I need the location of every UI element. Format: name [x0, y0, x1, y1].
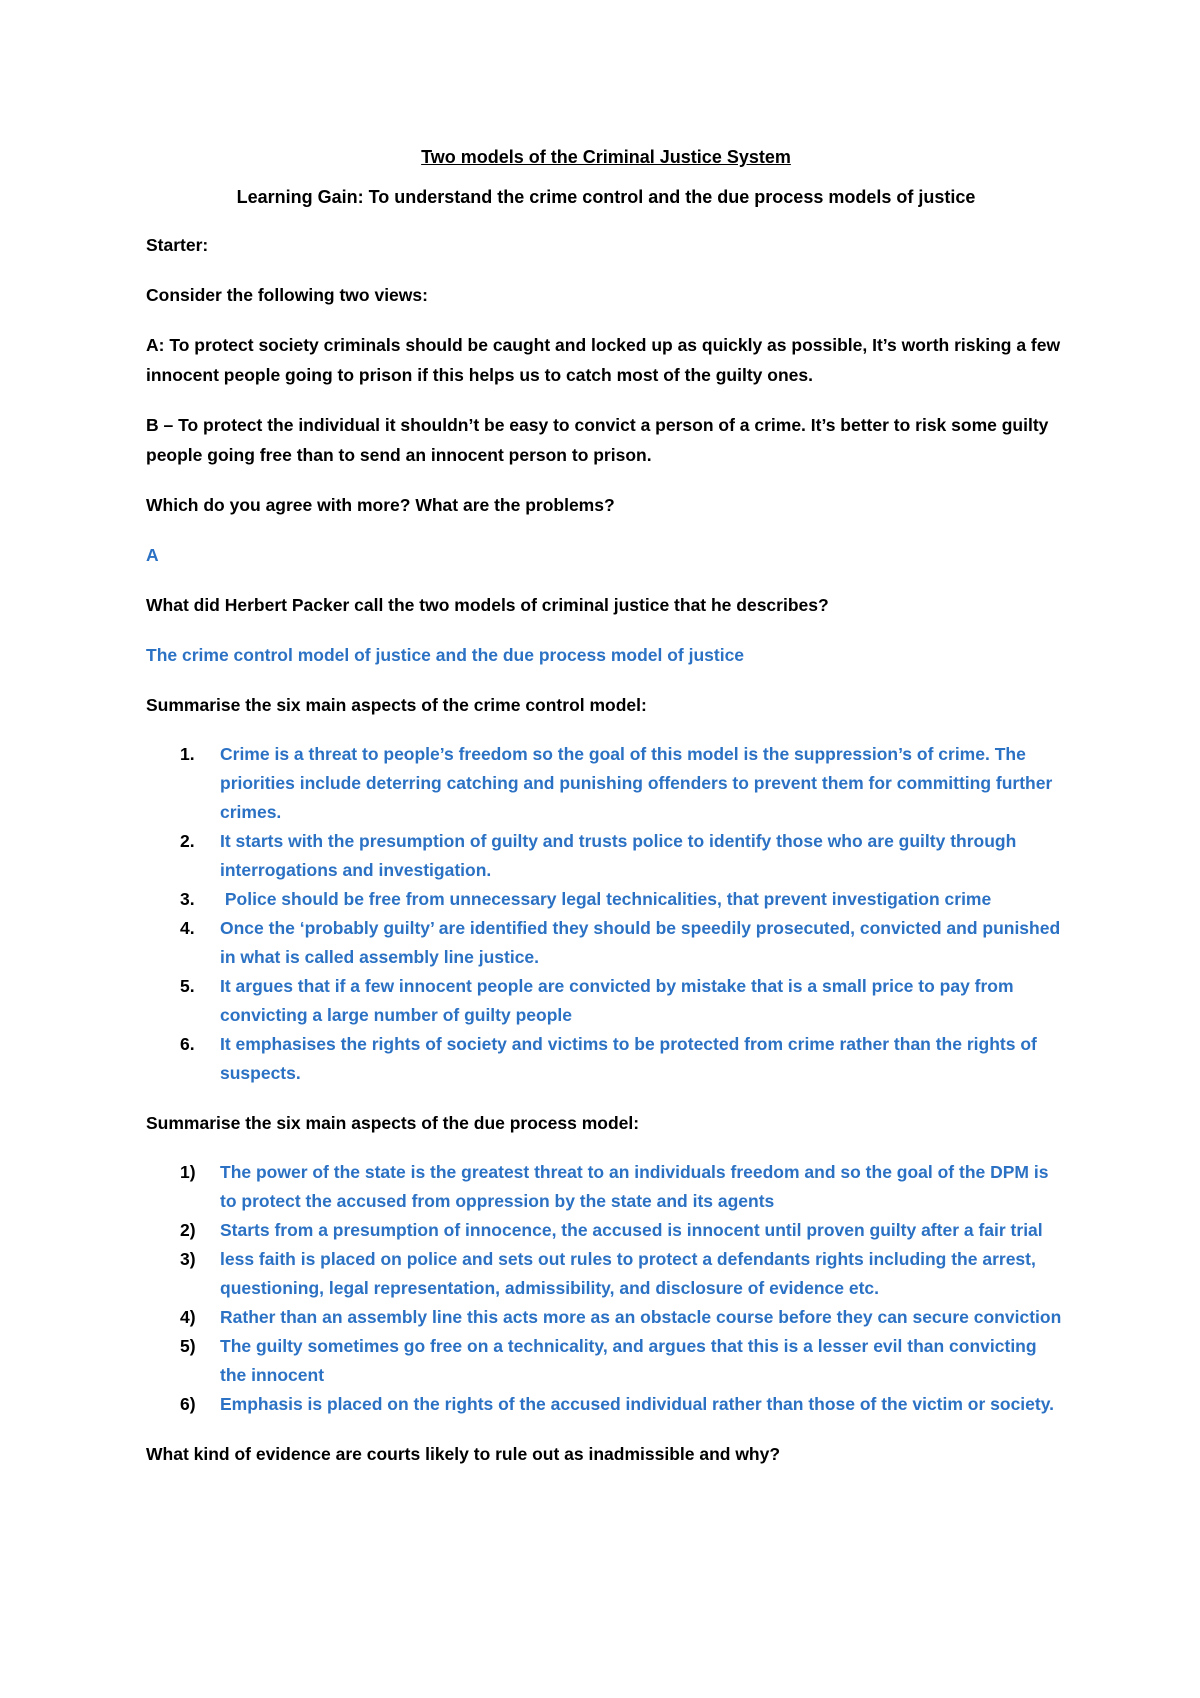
list-text: The guilty sometimes go free on a technicality, and argues that this is a lesser evil than convicting the innocent: [220, 1336, 1037, 1385]
list-text: Emphasis is placed on the rights of the accused individual rather than those of the victim or society.: [220, 1394, 1055, 1414]
question-crime-control: Summarise the six main aspects of the crime control model:: [146, 695, 647, 715]
list-text: Police should be free from unnecessary legal technicalities, that prevent investigation crime: [220, 889, 992, 909]
list-number: 1): [180, 1162, 196, 1182]
list-text: The power of the state is the greatest threat to an individuals freedom and so the goal of the DPM is to protect the accused from oppression by the state and its agents: [220, 1162, 1049, 1211]
list-number: 2.: [180, 831, 195, 851]
list-item: [146, 827, 1066, 885]
list-item: [146, 1030, 1066, 1088]
list-text: Rather than an assembly line this acts more as an obstacle course before they can secure conviction: [220, 1307, 1062, 1327]
list-text: It emphasises the rights of society and victims to be protected from crime rather than the rights of suspects.: [220, 1034, 1037, 1083]
list-item: [146, 1245, 1066, 1303]
view-a: A: To protect society criminals should be caught and locked up as quickly as possible, It’s worth risking a few innocent people going to prison if this helps us to catch most of the guilty ones.: [146, 335, 1061, 385]
list-text: Once the ‘probably guilty’ are identified they should be speedily prosecuted, convicted and punished in what is called assembly line justice.: [220, 918, 1061, 967]
list-number: 2): [180, 1220, 196, 1240]
list-number: 5): [180, 1336, 196, 1356]
consider-text: Consider the following two views:: [146, 285, 428, 305]
answer-agree: A: [146, 545, 159, 565]
list-item: [146, 972, 1066, 1030]
question-due-process: Summarise the six main aspects of the due process model:: [146, 1113, 640, 1133]
list-item: [146, 914, 1066, 972]
due-process-list: [146, 1158, 1066, 1419]
list-number: 6): [180, 1394, 196, 1414]
starter-label: Starter:: [146, 235, 209, 255]
list-number: 5.: [180, 976, 195, 996]
list-number: 3): [180, 1249, 196, 1269]
list-number: 1.: [180, 744, 195, 764]
learning-gain: Learning Gain: To understand the crime control and the due process models of justice: [236, 187, 976, 207]
list-item: [146, 885, 1066, 914]
crime-control-list: [146, 740, 1066, 1088]
list-text: It starts with the presumption of guilty and trusts police to identify those who are guilty through interrogations and investigation.: [220, 831, 1017, 880]
list-item: [146, 1216, 1066, 1245]
list-item: [146, 740, 1066, 827]
list-text: It argues that if a few innocent people are convicted by mistake that is a small price to pay from convicting a large number of guilty people: [220, 976, 1014, 1025]
list-item: [146, 1158, 1066, 1216]
list-number: 3.: [180, 889, 195, 909]
list-item: [146, 1303, 1066, 1332]
list-number: 4): [180, 1307, 196, 1327]
list-text: Starts from a presumption of innocence, the accused is innocent until proven guilty after a fair trial: [220, 1220, 1043, 1240]
list-number: 4.: [180, 918, 195, 938]
list-item: [146, 1390, 1066, 1419]
document-content: [146, 146, 1066, 1489]
question-packer: What did Herbert Packer call the two models of criminal justice that he describes?: [146, 595, 829, 615]
question-agree: Which do you agree with more? What are the problems?: [146, 495, 615, 515]
page-title: Two models of the Criminal Justice System: [421, 147, 791, 167]
list-text: less faith is placed on police and sets out rules to protect a defendants rights including the arrest, questioning, legal representation, admissibility, and disclosure of evidence etc.: [220, 1249, 1036, 1298]
list-number: 6.: [180, 1034, 195, 1054]
question-evidence: What kind of evidence are courts likely to rule out as inadmissible and why?: [146, 1444, 781, 1464]
view-b: B – To protect the individual it shouldn’t be easy to convict a person of a crime. It’s better to risk some guilty people going free than to send an innocent person to prison.: [146, 415, 1049, 465]
answer-packer: The crime control model of justice and the due process model of justice: [146, 645, 745, 665]
list-text: Crime is a threat to people’s freedom so the goal of this model is the suppression’s of crime. The priorities include deterring catching and punishing offenders to prevent them for committing further crimes.: [220, 744, 1053, 822]
list-item: [146, 1332, 1066, 1390]
